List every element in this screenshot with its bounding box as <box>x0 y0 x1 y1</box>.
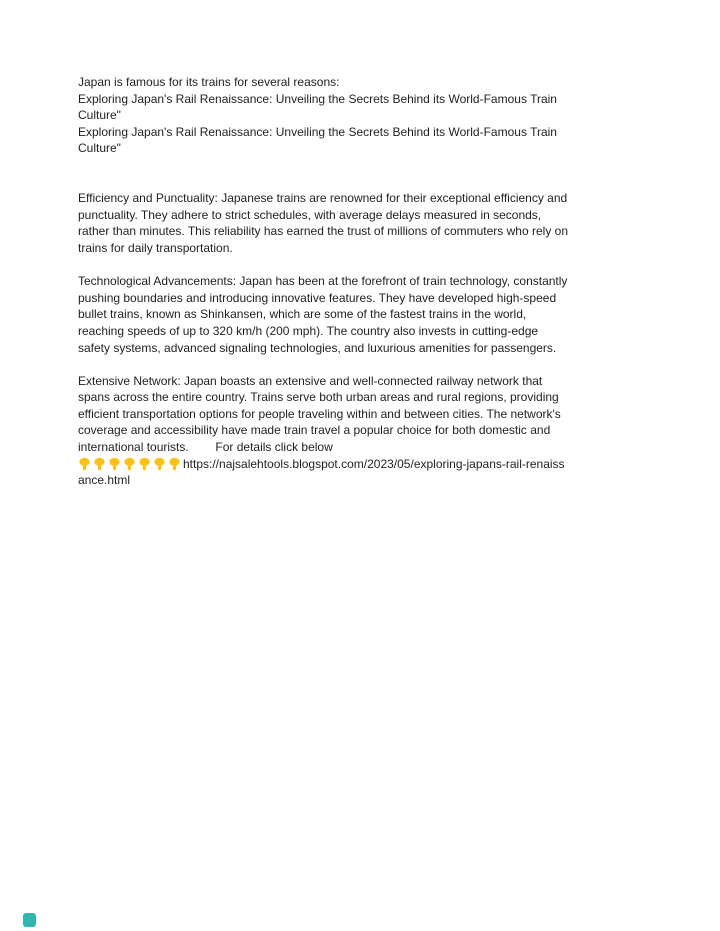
text-line: Technological Advancements: Japan has been at the forefront of train technology, constantly <box>78 274 568 289</box>
text-line: safety systems, advanced signaling technologies, and luxurious amenities for passengers. <box>78 340 557 355</box>
text-line: Culture" <box>78 108 121 123</box>
text-line: Culture" <box>78 141 121 156</box>
blog-url-text-wrap[interactable]: ance.html <box>78 473 131 488</box>
blank-line <box>78 257 658 274</box>
pointing-down-emoji-icon <box>78 457 91 471</box>
text-line: bullet trains, known as Shinkansen, which are some of the fastest trains in the world, <box>78 307 527 322</box>
link-line <box>78 456 658 473</box>
text-line: international tourists. For details click below <box>78 440 333 455</box>
text-line: Extensive Network: Japan boasts an extensive and well-connected railway network that <box>78 373 543 388</box>
pointing-down-emoji-icon <box>123 457 136 471</box>
pointing-down-emoji-icon <box>93 457 106 471</box>
text-line: punctuality. They adhere to strict schedules, with average delays measured in seconds, <box>78 207 542 222</box>
text-line: efficient transportation options for people traveling within and between cities. The network's <box>78 406 561 421</box>
text-line: coverage and accessibility have made train travel a popular choice for both domestic and <box>78 423 551 438</box>
page-corner-marker <box>23 913 36 927</box>
text-line: pushing boundaries and introducing innovative features. They have developed high-speed <box>78 290 557 305</box>
text-line: reaching speeds of up to 320 km/h (200 mph). The country also invests in cutting-edge <box>78 323 539 338</box>
pointing-down-emoji-icon <box>168 457 181 471</box>
text-line: rather than minutes. This reliability has earned the trust of millions of commuters who rely on <box>78 224 568 239</box>
emoji-group <box>78 457 183 471</box>
pointing-down-emoji-icon <box>138 457 151 471</box>
document-body <box>78 74 658 489</box>
text-line: Japan is famous for its trains for several reasons: <box>78 75 340 89</box>
blank-line <box>78 356 658 373</box>
text-line: spans across the entire country. Trains serve both urban areas and rural regions, providing <box>78 390 559 405</box>
blog-url-text[interactable]: https://najsalehtools.blogspot.com/2023/05/exploring-japans-rail-renaiss <box>183 456 565 471</box>
pointing-down-emoji-icon <box>153 457 166 471</box>
text-line: Exploring Japan's Rail Renaissance: Unveiling the Secrets Behind its World-Famous Train <box>78 124 557 139</box>
text-line: trains for daily transportation. <box>78 240 233 255</box>
text-line: Exploring Japan's Rail Renaissance: Unveiling the Secrets Behind its World-Famous Train <box>78 91 557 106</box>
pointing-down-emoji-icon <box>108 457 121 471</box>
blank-line <box>78 157 658 174</box>
blank-line <box>78 174 658 191</box>
text-line: Efficiency and Punctuality: Japanese trains are renowned for their exceptional efficiency and <box>78 191 568 206</box>
